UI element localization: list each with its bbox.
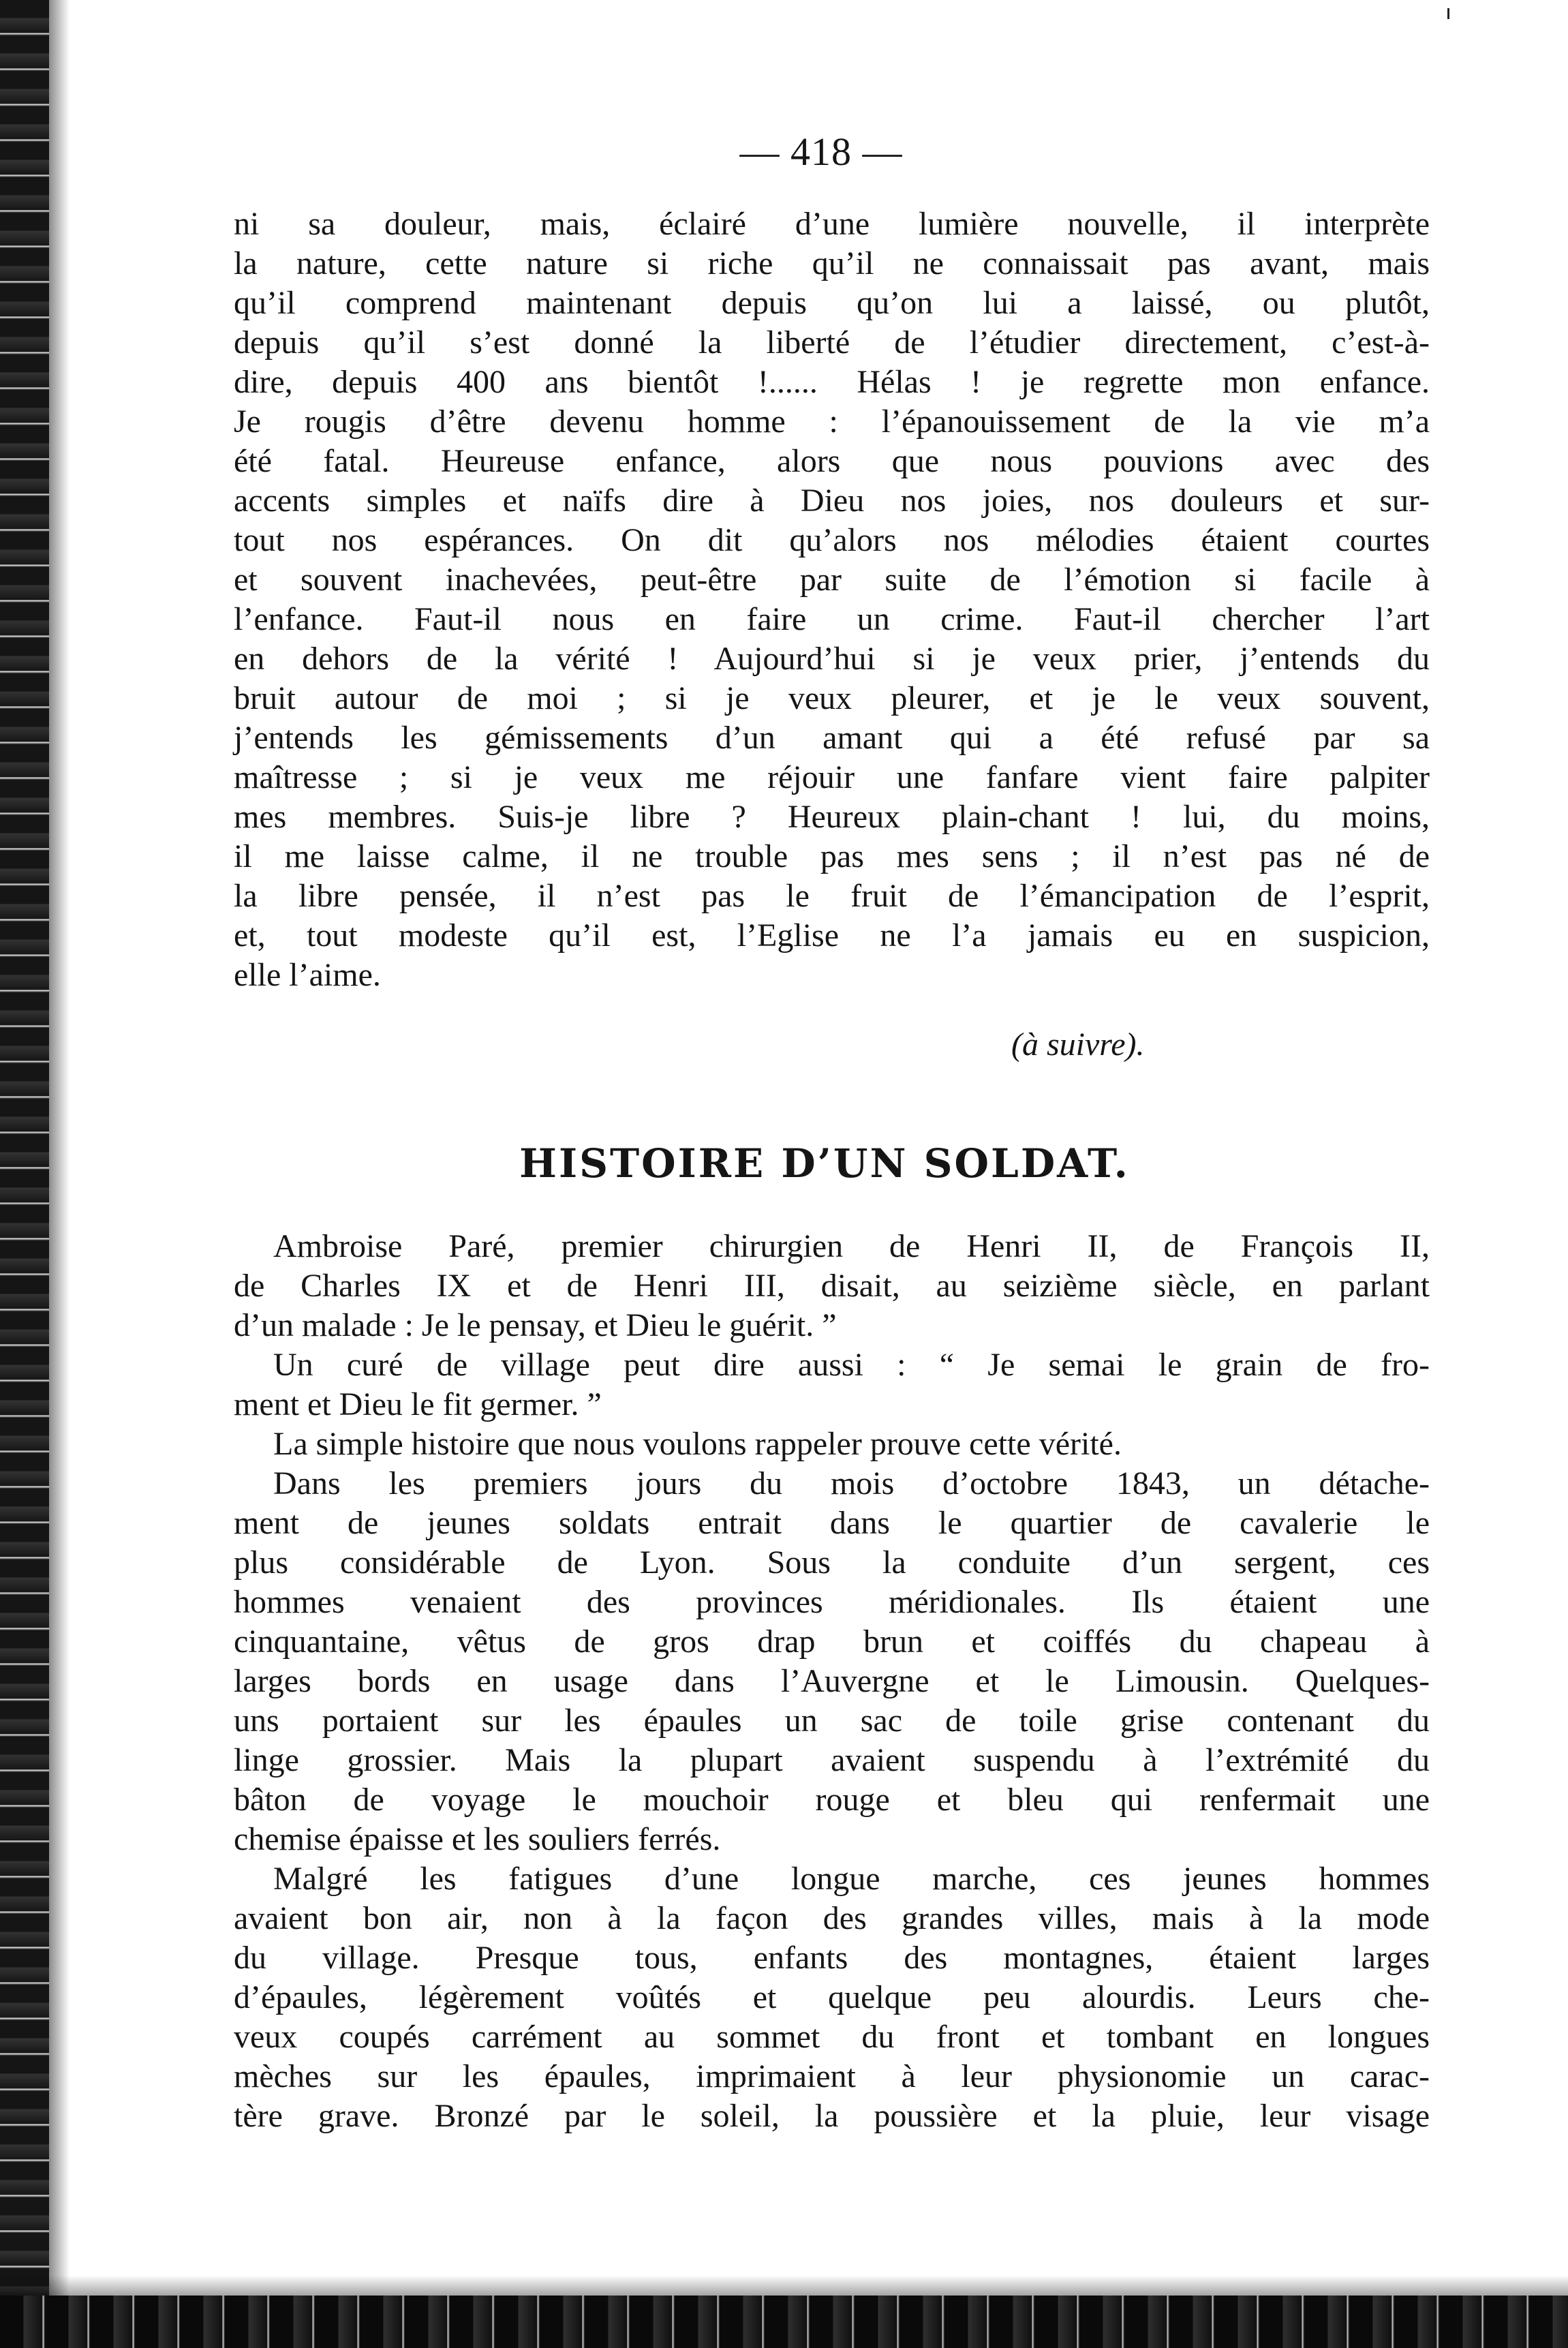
text-line: Ambroise Paré, premier chirurgien de Henri II, de François II, — [273, 1228, 1430, 1264]
text-line: bruit autour de moi ; si je veux pleurer, et je le veux souvent, — [234, 680, 1430, 716]
scan-left-shadow — [49, 0, 70, 2348]
text-line: veux coupés carrément au sommet du front et tombant en longues — [234, 2019, 1430, 2055]
text-line: ni sa douleur, mais, éclairé d’une lumière nouvelle, il interprète — [234, 206, 1430, 242]
text-line: accents simples et naïfs dire à Dieu nos joies, nos douleurs et sur- — [234, 483, 1430, 519]
paragraph-4 — [234, 1424, 1430, 1464]
text-line: elle l’aime. — [234, 957, 381, 993]
text-line: Malgré les fatigues d’une longue marche, ces jeunes hommes — [273, 1861, 1430, 1897]
text-line: du village. Presque tous, enfants des montagnes, étaient larges — [234, 1940, 1430, 1976]
text-line: Dans les premiers jours du mois d’octobre 1843, un détache- — [273, 1465, 1430, 1501]
scan-left-edge — [0, 0, 49, 2348]
text-line: maîtresse ; si je veux me réjouir une fanfare vient faire palpiter — [234, 759, 1430, 795]
text-line: larges bords en usage dans l’Auvergne et le Limousin. Quelques- — [234, 1663, 1430, 1699]
text-line: tout nos espérances. On dit qu’alors nos mélodies étaient courtes — [234, 522, 1430, 558]
text-line: hommes venaient des provinces méridionales. Ils étaient une — [234, 1584, 1430, 1620]
page-number: — 418 — — [739, 129, 903, 174]
text-line: et souvent inachevées, peut-être par suite de l’émotion si facile à — [234, 562, 1430, 598]
scan-bottom-edge — [0, 2296, 1568, 2348]
section-title: HISTOIRE D’UN SOLDAT. — [519, 1140, 1130, 1187]
text-line: linge grossier. Mais la plupart avaient suspendu à l’extrémité du — [234, 1742, 1430, 1778]
text-line: l’enfance. Faut-il nous en faire un crime. Faut-il chercher l’art — [234, 601, 1430, 637]
text-line: d’épaules, légèrement voûtés et quelque peu alourdis. Leurs che- — [234, 1979, 1430, 2015]
paragraph-5 — [234, 1464, 1430, 1859]
text-line: qu’il comprend maintenant depuis qu’on lui a laissé, ou plutôt, — [234, 285, 1430, 321]
scan-speck — [1447, 8, 1449, 19]
text-line: plus considérable de Lyon. Sous la conduite d’un sergent, ces — [234, 1544, 1430, 1581]
text-line: Je rougis d’être devenu homme : l’épanouissement de la vie m’a — [234, 403, 1430, 440]
text-line: d’un malade : Je le pensay, et Dieu le guérit. ” — [234, 1307, 837, 1343]
text-line: cinquantaine, vêtus de gros drap brun et coiffés du chapeau à — [234, 1623, 1430, 1660]
text-line: il me laisse calme, il ne trouble pas mes sens ; il n’est pas né de — [234, 838, 1430, 874]
paragraph-3 — [234, 1345, 1430, 1424]
text-line: j’entends les gémissements d’un amant qui a été refusé par sa — [234, 720, 1430, 756]
text-line: dire, depuis 400 ans bientôt !...... Hélas ! je regrette mon enfance. — [234, 364, 1430, 400]
text-line: Un curé de village peut dire aussi : “ Je semai le grain de fro- — [273, 1347, 1430, 1383]
text-line: la libre pensée, il n’est pas le fruit de l’émancipation de l’esprit, — [234, 878, 1430, 914]
continuation-note: (à suivre). — [1011, 1026, 1145, 1063]
paragraph-2 — [234, 1227, 1430, 1345]
text-line: mes membres. Suis-je libre ? Heureux plain-chant ! lui, du moins, — [234, 799, 1430, 835]
text-line: et, tout modeste qu’il est, l’Eglise ne l’a jamais eu en suspicion, — [234, 917, 1430, 954]
text-line: bâton de voyage le mouchoir rouge et bleu qui renfermait une — [234, 1782, 1430, 1818]
text-line: uns portaient sur les épaules un sac de toile grise contenant du — [234, 1703, 1430, 1739]
text-line: La simple histoire que nous voulons rappeler prouve cette vérité. — [273, 1426, 1122, 1462]
text-line: de Charles IX et de Henri III, disait, au seizième siècle, en parlant — [234, 1268, 1430, 1304]
paragraph-1 — [234, 204, 1430, 995]
text-line: ment et Dieu le fit germer. ” — [234, 1386, 602, 1422]
text-line: ment de jeunes soldats entrait dans le quartier de cavalerie le — [234, 1505, 1430, 1541]
text-line: chemise épaisse et les souliers ferrés. — [234, 1821, 721, 1857]
text-line: la nature, cette nature si riche qu’il ne connaissait pas avant, mais — [234, 245, 1430, 281]
text-line: avaient bon air, non à la façon des grandes villes, mais à la mode — [234, 1900, 1430, 1936]
paragraph-6 — [234, 1859, 1430, 2136]
scan-bottom-shadow — [0, 2275, 1568, 2296]
text-line: depuis qu’il s’est donné la liberté de l’étudier directement, c’est-à- — [234, 324, 1430, 361]
text-line: tère grave. Bronzé par le soleil, la poussière et la pluie, leur visage — [234, 2098, 1430, 2134]
text-line: en dehors de la vérité ! Aujourd’hui si je veux prier, j’entends du — [234, 641, 1430, 677]
text-line: mèches sur les épaules, imprimaient à leur physionomie un carac- — [234, 2058, 1430, 2094]
text-line: été fatal. Heureuse enfance, alors que nous pouvions avec des — [234, 443, 1430, 479]
